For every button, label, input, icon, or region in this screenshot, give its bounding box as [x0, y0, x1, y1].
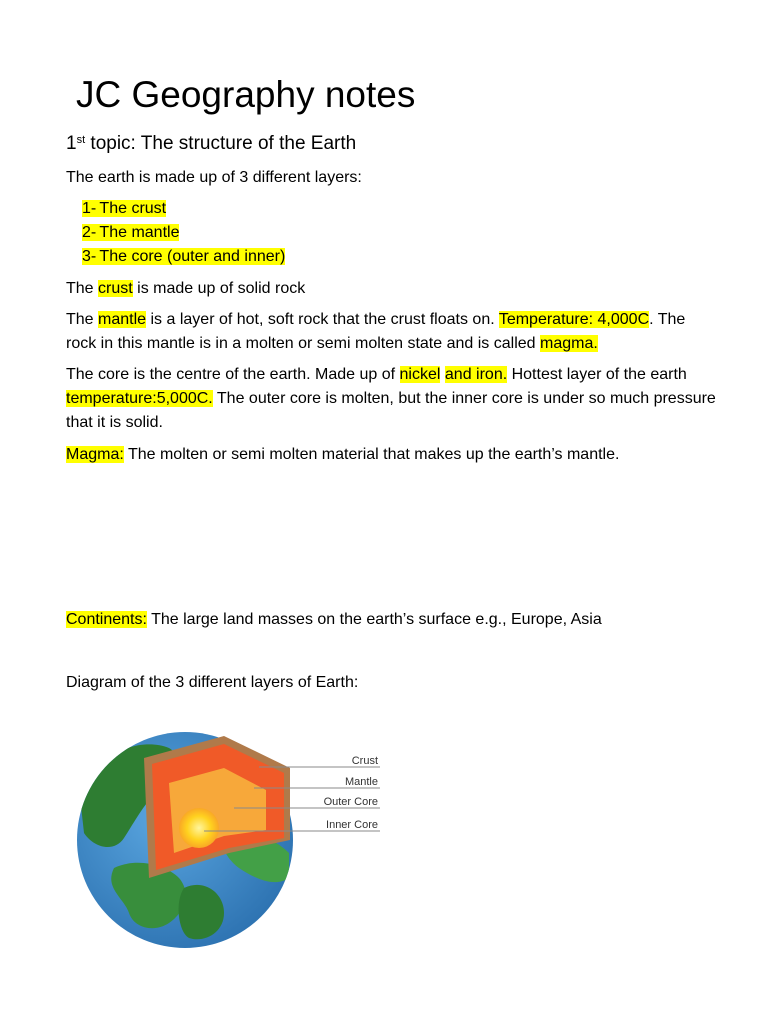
core-paragraph: The core is the centre of the earth. Made up of nickel and iron. Hottest layer of the earth temperature:5,000C. The outer core is molten, but the inner core is under so much pressure that it is solid.	[66, 366, 716, 431]
list-item: 3- The core (outer and inner)	[82, 248, 286, 265]
diagram-caption: Diagram of the 3 different layers of Earth:	[66, 674, 359, 691]
highlight: temperature:5,000C.	[66, 390, 213, 407]
label-mantle: Mantle	[344, 776, 378, 788]
label-inner-core: Inner Core	[326, 819, 378, 831]
topic-heading	[66, 132, 356, 156]
mantle-paragraph: The mantle is a layer of hot, soft rock that the crust floats on. Temperature: 4,000C. The rock in this mantle is in a molten or semi molten state and is called magma.	[66, 311, 686, 352]
highlight: Temperature: 4,000C	[498, 311, 650, 328]
inner-core-layer	[179, 808, 219, 848]
highlight: Magma:	[66, 446, 124, 463]
topic-number: 1	[66, 133, 77, 154]
highlight: and iron.	[444, 366, 508, 383]
label-outer-core: Outer Core	[323, 796, 378, 808]
magma-definition: Magma: The molten or semi molten material that makes up the earth’s mantle.	[66, 446, 620, 463]
list-item: 1- The crust	[82, 200, 167, 217]
continents-definition: Continents: The large land masses on the earth’s surface e.g., Europe, Asia	[66, 611, 602, 628]
highlight: Continents:	[66, 611, 147, 628]
highlight: mantle	[98, 311, 147, 328]
highlight: magma.	[539, 335, 598, 352]
layers-list	[82, 197, 285, 269]
list-item: 2- The mantle	[82, 224, 180, 241]
page-title: JC Geography notes	[76, 74, 416, 115]
crust-paragraph: The crust is made up of solid rock	[66, 280, 306, 297]
highlight: crust	[98, 280, 133, 297]
highlight: nickel	[399, 366, 441, 383]
earth-layers-diagram	[74, 728, 394, 958]
topic-ordinal: st	[76, 134, 86, 146]
topic-text: topic: The structure of the Earth	[85, 133, 357, 154]
intro-paragraph: The earth is made up of 3 different layers:	[66, 169, 362, 186]
label-crust: Crust	[351, 755, 378, 767]
